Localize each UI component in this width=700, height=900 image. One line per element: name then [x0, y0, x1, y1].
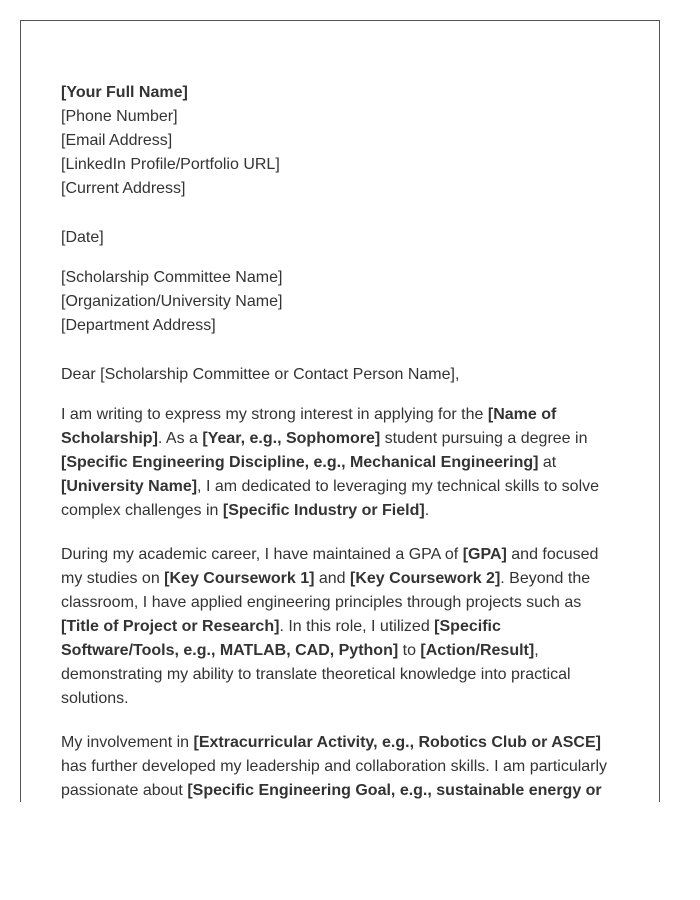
- recipient-committee: [Scholarship Committee Name]: [61, 269, 283, 286]
- placeholder-year: [Year, e.g., Sophomore]: [202, 430, 381, 447]
- placeholder-discipline: [Specific Engineering Discipline, e.g., Mechanical Engineering]: [61, 454, 539, 471]
- placeholder-extracurricular: [Extracurricular Activity, e.g., Robotics Club or ASCE]: [193, 734, 601, 751]
- recipient-department: [Department Address]: [61, 317, 216, 334]
- date-text: [Date]: [61, 229, 104, 246]
- placeholder-software-tools: [Specific Software/Tools, e.g., MATLAB, CAD, Python]: [61, 618, 501, 659]
- body-paragraph-1: [61, 403, 621, 523]
- sender-phone: [Phone Number]: [61, 108, 178, 125]
- paragraph-text: has further developed my leadership and collaboration skills. I am particularly passionate about: [61, 758, 608, 799]
- sender-email: [Email Address]: [61, 132, 173, 149]
- salutation: Dear [Scholarship Committee or Contact Person Name],: [61, 366, 460, 383]
- paragraph-text: I am writing to express my strong interest in applying for the: [61, 406, 488, 423]
- recipient-organization: [Organization/University Name]: [61, 293, 283, 310]
- placeholder-coursework-1: [Key Coursework 1]: [164, 570, 315, 587]
- paragraph-text: , I am dedicated to leveraging my technical skills to solve complex challenges in: [61, 478, 600, 519]
- paragraph-text: During my academic career, I have maintained a GPA of: [61, 546, 463, 563]
- placeholder-project-title: [Title of Project or Research]: [61, 618, 280, 635]
- placeholder-industry: [Specific Industry or Field]: [222, 502, 425, 519]
- placeholder-coursework-2: [Key Coursework 2]: [350, 570, 501, 587]
- sender-name: [Your Full Name]: [61, 84, 188, 101]
- paragraph-text: . As a: [157, 430, 203, 447]
- letter-page: [20, 20, 660, 802]
- paragraph-text: My involvement in: [61, 734, 194, 751]
- paragraph-text: student pursuing a degree in: [380, 430, 588, 447]
- placeholder-action-result: [Action/Result]: [420, 642, 535, 659]
- body-paragraph-2: [61, 543, 621, 711]
- body-paragraph-3: [61, 731, 621, 802]
- sender-info: [61, 81, 621, 201]
- letter-content: [61, 81, 621, 802]
- placeholder-engineering-goal: [Specific Engineering Goal, e.g., sustainable energy or: [187, 782, 602, 799]
- sender-address: [Current Address]: [61, 180, 186, 197]
- paragraph-text: and focused my studies on: [61, 546, 599, 587]
- sender-linkedin: [LinkedIn Profile/Portfolio URL]: [61, 156, 280, 173]
- paragraph-text: , demonstrating my ability to translate theoretical knowledge into practical solutions.: [61, 642, 571, 707]
- placeholder-scholarship-name: [Name of Scholarship]: [61, 406, 557, 447]
- paragraph-text: .: [424, 502, 430, 519]
- placeholder-gpa: [GPA]: [462, 546, 507, 563]
- paragraph-text: . In this role, I utilized: [279, 618, 435, 635]
- paragraph-text: to: [398, 642, 421, 659]
- letter-date: [61, 226, 621, 250]
- paragraph-text: at: [538, 454, 557, 471]
- paragraph-text: . Beyond the classroom, I have applied engineering principles through projects such as: [61, 570, 591, 611]
- paragraph-text: and: [314, 570, 351, 587]
- placeholder-university: [University Name]: [61, 478, 198, 495]
- recipient-info: [61, 266, 621, 338]
